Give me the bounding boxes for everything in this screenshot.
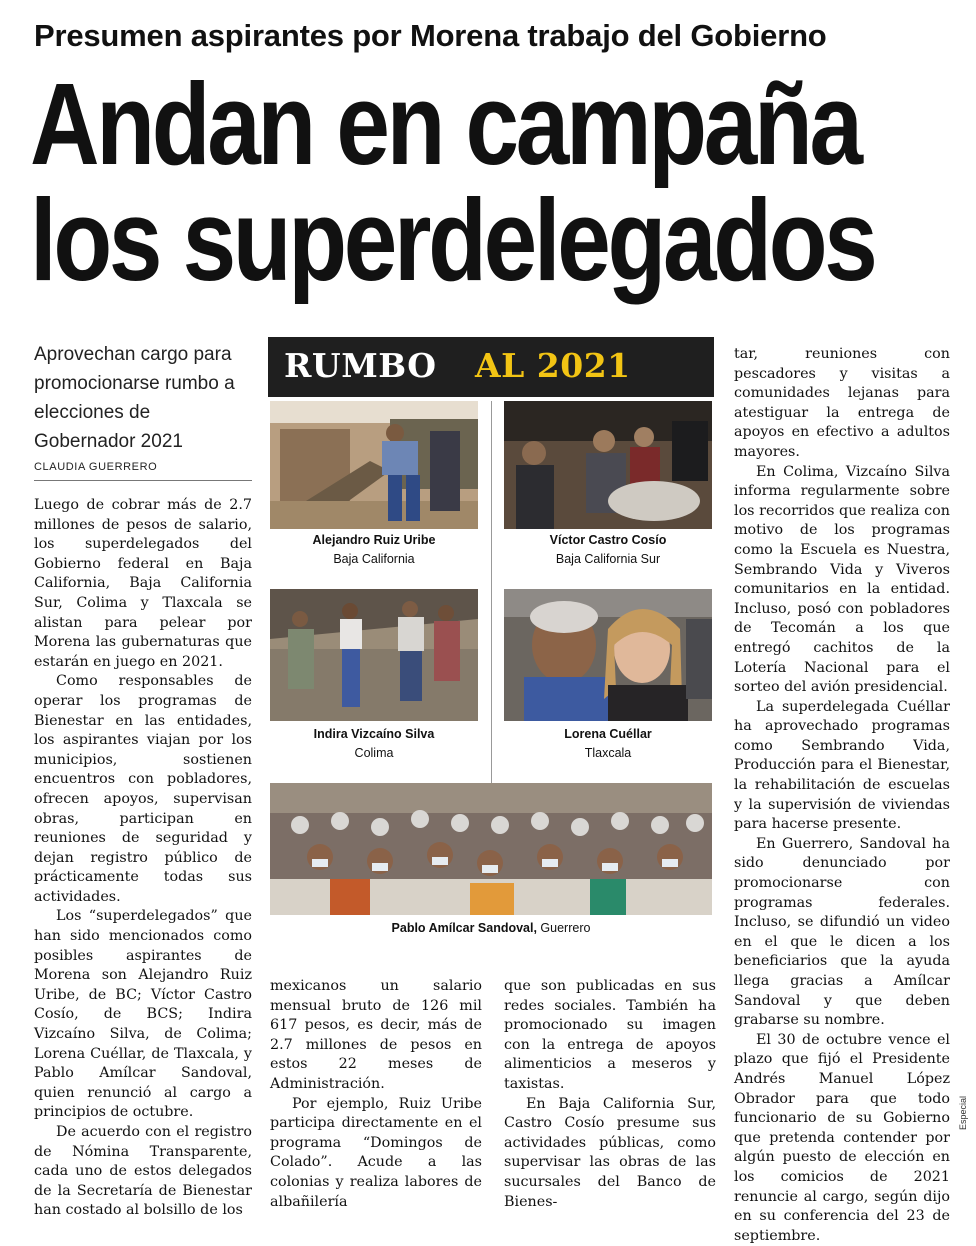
- photo-sandoval-crowd: [270, 783, 712, 915]
- caption-name: Pablo Amílcar Sandoval,: [391, 921, 537, 935]
- headline-line-1: Andan en campaña: [30, 59, 860, 189]
- photo-cuellar: [504, 589, 712, 721]
- kicker: Presumen aspirantes por Morena trabajo del Gobierno: [34, 18, 827, 53]
- paragraph: En Guerrero, Sandoval ha sido denunciado por promocionarse con programas federales. Incluso, se difundió un video en el que le dicen a los beneficiarios que la ayuda llega gracias a Amílcar Sandoval y que deben grabarse su nombre.: [734, 835, 950, 1029]
- article-column-4: [734, 345, 950, 1246]
- caption-name: Alejandro Ruiz Uribe: [312, 533, 436, 547]
- photo-vizcaino-silva: [270, 589, 478, 721]
- caption-state: Baja California: [333, 552, 415, 566]
- paragraph: En Colima, Vizcaíno Silva informa regularmente sobre los recorridos que realiza con motivo de los programas como la Escuela es Nuestra, Sembrando Vida y Viveros comunitarios en la entidad. Incluso, posó con pobladores de Tecomán a los que entregó cachitos de la Lotería Nacional para el sorteo del avión presidencial.: [734, 463, 950, 696]
- paragraph: Por ejemplo, Ruiz Uribe participa directamente en el programa “Domingos de Colado”. Acude a las colonias y realiza labores de albañilería: [270, 1095, 482, 1210]
- caption-name: Víctor Castro Cosío: [549, 533, 667, 547]
- photo-credit: Especial: [958, 1095, 968, 1130]
- caption-name: Indira Vizcaíno Silva: [313, 727, 435, 741]
- caption-state: Colima: [354, 746, 394, 760]
- paragraph: mexicanos un salario mensual bruto de 126 mil 617 pesos, es decir, más de 2.7 millones de pesos en estos 22 meses de Administración.: [270, 978, 482, 1092]
- caption-state: Baja California Sur: [555, 552, 661, 566]
- paragraph: En Baja California Sur, Castro Cosío presume sus actividades públicas, como supervisar las obras de las sucursales del Banco de Bienes-: [504, 1095, 716, 1210]
- rumbo-banner: [268, 337, 714, 397]
- banner-text-rumbo: RUMBO: [284, 346, 437, 385]
- paragraph: El 30 de octubre vence el plazo que fijó el Presidente Andrés Manuel López Obrador para que todo funcionario de su Gobierno que pretenda contender por algún puesto de elección en los comicios de 2021 renuncie al cargo, según dijo en su conferencia del 23 de septiembre.: [734, 1031, 950, 1244]
- caption-state: Tlaxcala: [584, 746, 632, 760]
- byline: CLAUDIA GUERRERO: [34, 461, 158, 473]
- article-column-3: [504, 977, 716, 1212]
- rumbo-sidebar: [268, 337, 714, 945]
- paragraph: que son publicadas en sus redes sociales. También ha promocionado su imagen con la entrega de apoyos alimenticios a meseros y taxistas.: [504, 978, 716, 1092]
- deck: Aprovechan cargo para promocionarse rumbo a elecciones de Gobernador 2021: [34, 344, 235, 452]
- column-divider: [491, 401, 492, 787]
- caption-name: Lorena Cuéllar: [564, 727, 652, 741]
- paragraph: Como responsables de operar los programas de Bienestar en las entidades, los aspirantes viajan por los municipios, sostienen encuentros con pobladores, ofrecen apoyos, supervisan obras, participan en reuniones de seguridad y dejan registro público de prácticamente todas sus actividades.: [34, 673, 252, 905]
- article-column-2: [270, 977, 482, 1212]
- photo-castro-cosio: [504, 401, 712, 529]
- byline-rule: [34, 480, 252, 481]
- caption-state: Guerrero: [536, 921, 591, 935]
- paragraph: Luego de cobrar más de 2.7 millones de pesos de salario, los superdelegados del Gobierno federal en Baja California, Baja California Sur, Colima y Tlaxcala se alistan para pelear por Morena las gubernaturas que estarán en juego en 2021.: [34, 497, 252, 670]
- banner-text-year: AL 2021: [475, 346, 631, 385]
- headline: [30, 59, 875, 305]
- caption-bottom: [268, 921, 714, 935]
- paragraph: De acuerdo con el registro de Nómina Transparente, cada uno de estos delegados de la Secretaría de Bienestar han costado al bolsillo de los: [34, 1124, 252, 1219]
- headline-line-2: los superdelegados: [30, 175, 875, 305]
- article-column-1: [34, 496, 252, 1221]
- paragraph: tar, reuniones con pescadores y visitas a comunidades lejanas para atestiguar la entrega de apoyos en efectivo a adultos mayores.: [734, 346, 950, 460]
- paragraph: La superdelegada Cuéllar ha aprovechado programas como Sembrando Vida, Producción para el Bienestar, la rehabilitación de escuelas y la supervisión de viviendas para hacerse presente.: [734, 698, 950, 833]
- paragraph: Los “superdelegados” que han sido mencionados como posibles aspirantes de Morena son Alejandro Ruiz Uribe, de BC; Víctor Castro Cosío, de BCS; Indira Vizcaíno Silva, de Colima; Lorena Cuéllar, de Tlaxcala, y Pablo Amílcar Sandoval, quien renunció al cargo a principios de octubre.: [34, 908, 252, 1121]
- photo-ruiz-uribe: [270, 401, 478, 529]
